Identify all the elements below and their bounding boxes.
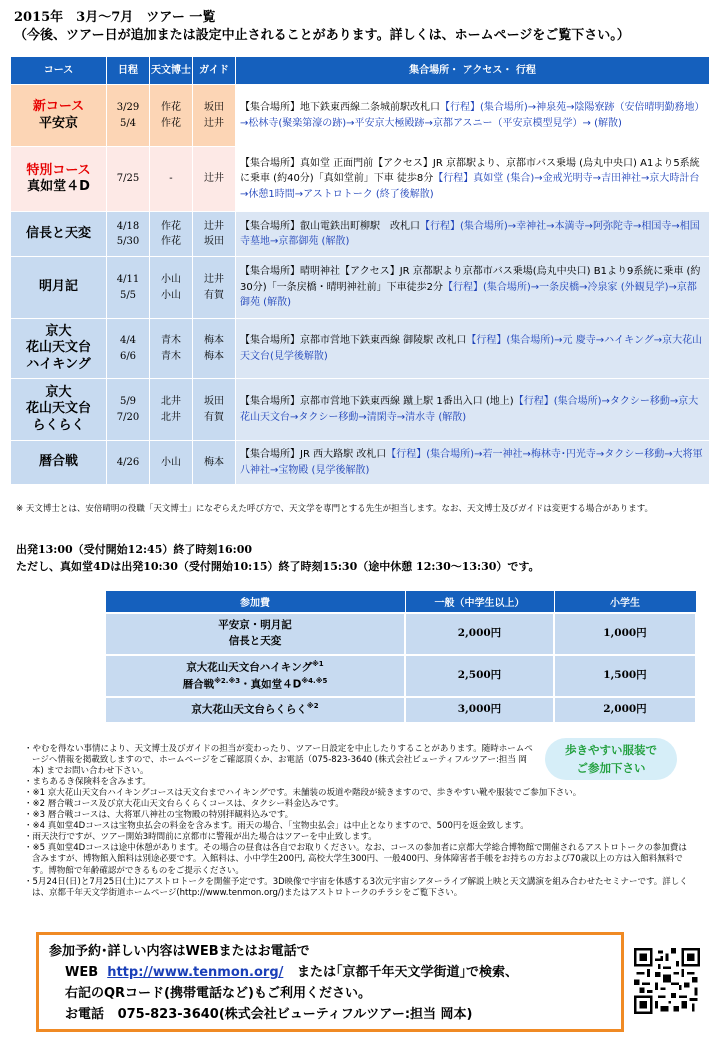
departure-exception: ただし、真如堂4Dは出発10:30（受付開始10:15）終了時刻15:30（途中休憩 12:30～13:30）です。 <box>16 560 540 573</box>
course-cell <box>11 147 107 212</box>
table-row <box>11 85 710 147</box>
fee-row <box>105 613 696 655</box>
web-label: WEB <box>65 965 99 980</box>
fee-course-cell <box>105 613 405 655</box>
route-cell <box>236 257 710 319</box>
course-name: 信長と天変 <box>25 225 91 241</box>
hakase-cell: 小山 小山 <box>150 257 193 319</box>
list-item: ・※5 真如堂4Dコースは途中休憩があります。その場合の昼食は各自でお取りください。なお、コースの参加者に京都大学総合博物館で開催されるアストロトークの参加費は含みますが、博物館入館料は別途必要です。入館料は、小中学生200円, 高校大学生300円、一般400円、身体障害者手帳をお持ちの方および70歳以上の方は入館料無料です。博物館で年齢確認ができるものをご提示ください。 <box>24 843 687 876</box>
route-itinerary: 【行程】(集合場所)→幸神社→本満寺→阿弥陀寺→相国寺→相国寺墓地→京都御苑 (解散) <box>240 220 700 247</box>
route-meeting: 【集合場所】京都市営地下鉄東西線 御陵駅 改札口 <box>240 335 467 346</box>
course-highlight: 特別コース <box>26 162 91 178</box>
contact-qr-line: 右記のQRコード(携帯電話など)もご利用ください。 <box>65 986 371 1001</box>
table-row <box>11 441 710 485</box>
table-row <box>11 319 710 379</box>
list-item: ・※1 京大花山天文台ハイキングコースは天文台までハイキングです。未舗装の坂道や階段が続きますので、歩きやすい靴や服装でご参加下さい。 <box>24 788 582 799</box>
table-row <box>11 212 710 257</box>
course-cell <box>11 257 107 319</box>
course-cell <box>11 212 107 257</box>
hakase-cell: 小山 <box>150 441 193 485</box>
fee-child-price: 1,500円 <box>554 655 696 697</box>
route-cell <box>236 85 710 147</box>
route-cell <box>236 212 710 257</box>
note-text: まちあるき保険料を含みます。 <box>32 777 151 788</box>
fee-course-line: ・真如堂４D <box>240 678 302 690</box>
fee-table <box>104 590 697 724</box>
note-text: 雨天決行ですが、ツアー開始3時間前に京都市に警報が出た場合はツアーを中止致します。 <box>32 832 377 843</box>
fee-general-price: 2,000円 <box>405 613 554 655</box>
table-row <box>11 147 710 212</box>
fee-course-line: 暦合戦 <box>182 678 215 690</box>
contact-web-line <box>49 962 611 983</box>
header-course: コース <box>11 57 107 85</box>
note-text: ※1 京大花山天文台ハイキングコースは天文台までハイキングです。未舗装の坂道や階段が続きますので、歩きやすい靴や服装でご参加下さい。 <box>32 788 582 799</box>
route-meeting: 【集合場所】真如堂 正面門前【アクセス】JR 京都駅より、京都市バス乗場 (烏丸中央口) A1より5系統に乗車 (約40分)「真如堂前」下車 徒歩8分 <box>240 157 700 185</box>
page-subtitle: （今後、ツアー日が追加または設定中止されることがあります。詳しくは、ホームページをご覧下さい。） <box>14 28 630 43</box>
route-itinerary: 【行程】(集合場所)→一条戻橋→冷泉家 (外観見学)→京都御苑 (解散) <box>240 281 697 309</box>
website-link[interactable]: http://www.tenmon.org/ <box>107 965 284 980</box>
route-cell <box>236 441 710 485</box>
note-text: やむを得ない事情により、天文博士及びガイドの担当が変わったり、ツアー日設定を中止したりすることがあります。随時ホームページへ情報を掲載致しますので、ホームページをご確認頂くか、お電話（075-823-3640 (株式会社ビューティフルツアー:担当 岡本) までお問い合わせ下さい。 <box>32 744 533 777</box>
fee-header-course: 参加費 <box>105 591 405 613</box>
hakase-footnote: ※ 天文博士とは、安倍晴明の役職「天文博士」になぞらえた呼び方で、天文学を専門とする先生が担当します。なお、天文博士及びガイドは変更する場合があります。 <box>16 504 654 514</box>
fee-table-header <box>105 591 696 613</box>
course-name: 平安京 <box>38 115 78 131</box>
course-cell <box>11 441 107 485</box>
route-itinerary: 【行程】(集合場所)→元 慶寺→ハイキング→京大花山天文台(見学後解散) <box>240 335 703 362</box>
footnote-mark: ※4.※5 <box>301 676 328 685</box>
fee-header-general: 一般（中学生以上） <box>405 591 554 613</box>
route-meeting: 【集合場所】京都市営地下鉄東西線 蹴上駅 1番出入口 (地上) <box>240 396 514 407</box>
hakase-cell: 作花 作花 <box>150 212 193 257</box>
route-itinerary: 【行程】(集合場所)→神泉苑→陰陽寮跡（安倍晴明勤務地）→松林寺(聚楽第濠の跡)→平安京大極殿跡→京都アスニー（平安京模型見学）→ (解散) <box>240 102 705 129</box>
table-row <box>11 379 710 441</box>
list-item: ・※2 暦合戦コース及び京大花山天文台らくらくコースは、タクシー料金込みです。 <box>24 799 344 810</box>
web-search-text: または｢京都千年天文学街道｣で検索、 <box>296 965 518 980</box>
footnote-mark: ※2 <box>306 702 319 711</box>
fee-course-cell <box>105 655 405 697</box>
table-row <box>11 257 710 319</box>
footnote-mark: ※1 <box>312 659 324 668</box>
guide-cell: 坂田 有賀 <box>193 379 236 441</box>
page-title: 2015年 3月～7月 ツアー 一覧 <box>14 10 216 25</box>
guide-cell: 辻井 坂田 <box>193 212 236 257</box>
route-itinerary: 【行程】真如堂 (集合)→金戒光明寺→吉田神社→京大時計台→休憩1時間→アストロトーク (終了後解散) <box>240 173 700 200</box>
course-highlight: 新コース <box>32 99 85 115</box>
list-item: ・5月24日(日)と7月25日(土)にアストロトークを開催予定です。3D映像で宇宙を体感する3次元宇宙シアターライブ解説上映と天文講演を組み合わせたセミナーです。詳しくは、京都千年天文学街道ホームページ(http://www.tenmon.org/)またはアストロトークのチラシをご覧下さい。 <box>24 876 688 898</box>
guide-cell: 坂田 辻井 <box>193 85 236 147</box>
hakase-cell: - <box>150 147 193 212</box>
list-item: ・※3 暦合戦コースは、大将軍八神社の宝物殿の特別拝観料込みです。 <box>24 810 294 821</box>
contact-heading: 参加予約･詳しい内容はWEBまたはお電話で <box>49 944 310 959</box>
route-cell <box>236 319 710 379</box>
fee-course-line: 京大花山天文台らくらく <box>191 703 307 716</box>
fee-row <box>105 697 696 723</box>
fee-header-child: 小学生 <box>554 591 696 613</box>
fee-course-line: 信長と天変 <box>228 634 282 647</box>
phone-number: 075-823-3640(株式会社ビューティフルツアー:担当 岡本) <box>117 1007 473 1022</box>
note-text: ※3 暦合戦コースは、大将軍八神社の宝物殿の特別拝観料込みです。 <box>32 810 294 821</box>
hakase-cell: 北井 北井 <box>150 379 193 441</box>
header-route: 集合場所・ アクセス・ 行程 <box>236 57 710 85</box>
fee-child-price: 2,000円 <box>554 697 696 723</box>
fee-general-price: 2,500円 <box>405 655 554 697</box>
guide-cell: 梅本 梅本 <box>193 319 236 379</box>
route-cell <box>236 379 710 441</box>
fee-general-price: 3,000円 <box>405 697 554 723</box>
departure-time: 出発13:00（受付開始12:45）終了時刻16:00 <box>16 543 253 556</box>
course-name: 京大 花山天文台 らくらく <box>25 385 91 433</box>
list-item: ・まちあるき保険料を含みます。 <box>24 777 151 788</box>
note-text: 5月24日(日)と7月25日(土)にアストロトークを開催予定です。3D映像で宇宙を体感する3次元宇宙シアターライブ解説上映と天文講演を組み合わせたセミナーです。詳しくは、京都千年天文学街道ホームページ(http://www.tenmon.org/)またはアストロトークのチラシをご覧下さい。 <box>32 876 688 898</box>
route-meeting: 【集合場所】地下鉄東西線二条城前駅改札口 <box>240 102 440 113</box>
badge-line: 歩きやすい服装で <box>565 743 657 757</box>
route-itinerary: 【行程】(集合場所)→タクシー移動→京大花山天文台→タクシー移動→清閑寺→清水寺 (解散) <box>240 396 699 423</box>
hakase-cell: 青木 青木 <box>150 319 193 379</box>
tour-table-header <box>11 57 710 85</box>
course-name: 京大 花山天文台 ハイキング <box>25 324 91 372</box>
contact-box <box>36 932 624 1032</box>
contact-phone-line <box>49 1004 611 1025</box>
header-hakase: 天文博士 <box>150 57 193 85</box>
dates-cell: 4/4 6/6 <box>107 319 150 379</box>
header-guide: ガイド <box>193 57 236 85</box>
phone-label: お電話 <box>65 1007 105 1022</box>
list-item: ・※4 真如堂4Dコースは宝物虫払会の料金を含みます。雨天の場合、「宝物虫払会」は中止となりますので、500円を返金致します。 <box>24 821 529 832</box>
route-meeting: 【集合場所】晴明神社【アクセス】JR 京都駅より京都市バス乗場(烏丸中央口) B1より9系統に乗車 (約30分)「一条戻橋・晴明神社前」下車徒歩2分 <box>240 266 701 293</box>
course-cell <box>11 85 107 147</box>
footnote-mark: ※2.※3 <box>214 676 241 685</box>
badge-line: ご参加下さい <box>576 761 646 775</box>
course-name: 暦合戦 <box>38 454 78 470</box>
route-cell <box>236 147 710 212</box>
route-itinerary: 【行程】(集合場所)→若一神社→梅林寺･円光寺→タクシー移動→大将軍八神社→宝物殿 (見学後解散) <box>240 449 703 476</box>
fee-child-price: 1,000円 <box>554 613 696 655</box>
dates-cell: 4/26 <box>107 441 150 485</box>
fee-course-cell <box>105 697 405 723</box>
fee-course-line: 京大花山天文台ハイキング <box>186 661 312 674</box>
dates-cell: 4/11 5/5 <box>107 257 150 319</box>
guide-cell: 梅本 <box>193 441 236 485</box>
fee-course-line: 平安京・明月記 <box>218 619 292 632</box>
course-name: 明月記 <box>38 279 78 295</box>
guide-cell: 辻井 <box>193 147 236 212</box>
dates-cell: 4/18 5/30 <box>107 212 150 257</box>
dates-cell: 3/29 5/4 <box>107 85 150 147</box>
note-text: ※5 真如堂4Dコースは途中休憩があります。その場合の昼食は各自でお取りください。なお、コースの参加者に京都大学総合博物館で開催されるアストロトークの参加費は含みますが、博物館入館料は別途必要です。入館料は、小中学生200円, 高校大学生300円、一般400円、身体障害者手帳をお持ちの方および70歳以上の方は入館料無料です。博物館で年齢確認ができるものをご提示ください。 <box>32 843 687 876</box>
qr-code-icon[interactable] <box>634 948 700 1014</box>
header-dates: 日程 <box>107 57 150 85</box>
dates-cell: 7/25 <box>107 147 150 212</box>
notes-list <box>24 744 694 899</box>
note-text: ※4 真如堂4Dコースは宝物虫払会の料金を含みます。雨天の場合、「宝物虫払会」は中止となりますので、500円を返金致します。 <box>32 821 529 832</box>
fee-row <box>105 655 696 697</box>
course-cell <box>11 319 107 379</box>
list-item: ・雨天決行ですが、ツアー開始3時間前に京都市に警報が出た場合はツアーを中止致します。 <box>24 832 377 843</box>
hakase-cell: 作花 作花 <box>150 85 193 147</box>
list-item: ・やむを得ない事情により、天文博士及びガイドの担当が変わったり、ツアー日設定を中止したりすることがあります。随時ホームページへ情報を掲載致しますので、ホームページをご確認頂くか、お電話（075-823-3640 (株式会社ビューティフルツアー:担当 岡本) までお問い合わせ下さい。 <box>24 744 533 777</box>
course-cell <box>11 379 107 441</box>
route-meeting: 【集合場所】JR 西大路駅 改札口 <box>240 449 387 460</box>
dates-cell: 5/9 7/20 <box>107 379 150 441</box>
guide-cell: 辻井 有賀 <box>193 257 236 319</box>
course-name: 真如堂４D <box>27 179 90 194</box>
route-meeting: 【集合場所】叡山電鉄出町柳駅 改札口 <box>240 220 420 232</box>
note-text: ※2 暦合戦コース及び京大花山天文台らくらくコースは、タクシー料金込みです。 <box>32 799 344 810</box>
tour-table <box>10 56 710 485</box>
